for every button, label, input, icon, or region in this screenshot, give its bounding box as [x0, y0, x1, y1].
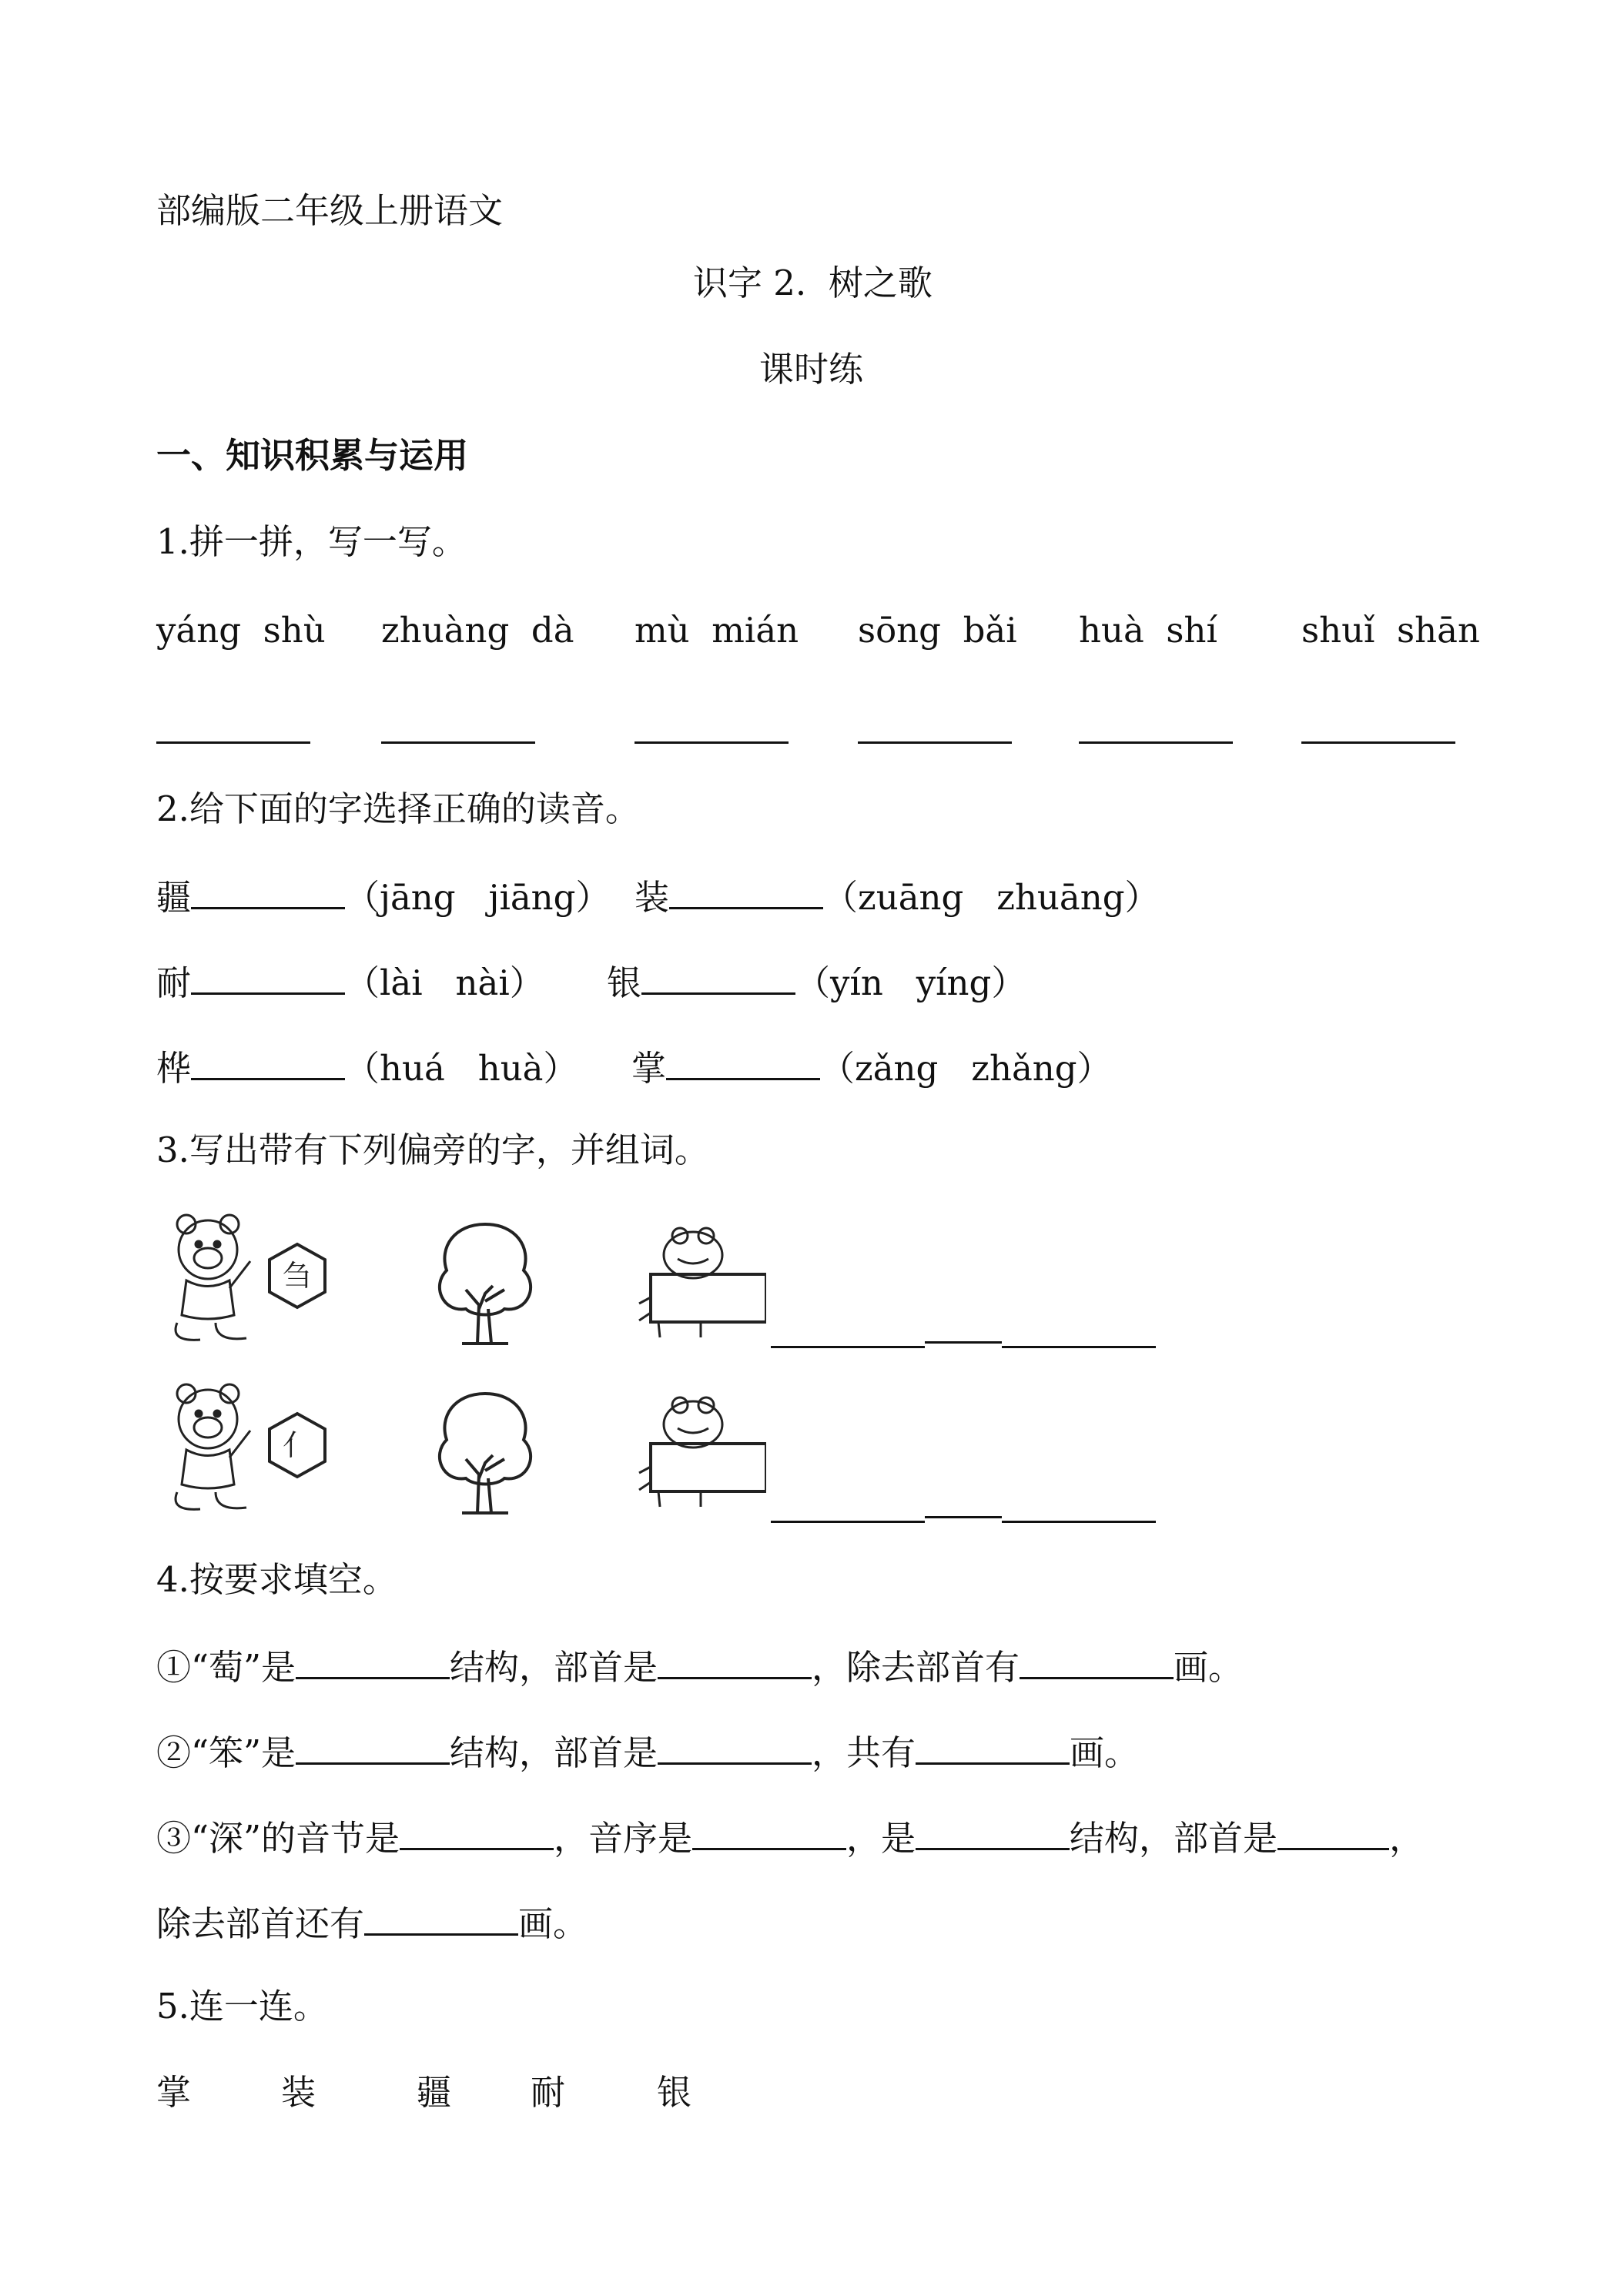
pinyin-item: huà shí — [1079, 610, 1217, 651]
pinyin-options: （lài nài） — [345, 962, 544, 1003]
match-char[interactable]: 银 — [657, 2072, 692, 2113]
answer-blank[interactable] — [1020, 1643, 1174, 1679]
char-choice-item — [156, 1044, 578, 1090]
question-2-prompt: 2.给下面的字选择正确的读音。 — [156, 788, 640, 829]
answer-blank[interactable] — [191, 959, 345, 995]
char: 掌 — [631, 1048, 667, 1089]
fill-line-1 — [156, 1643, 1243, 1689]
bear-holding-sign-icon — [154, 1377, 347, 1515]
answer-blank[interactable] — [916, 1729, 1070, 1765]
tree-icon — [431, 1217, 539, 1347]
char: 疆 — [156, 877, 192, 918]
answer-blank[interactable] — [1002, 1346, 1156, 1348]
text-segment: ，共有 — [812, 1732, 916, 1773]
answer-blank[interactable] — [858, 741, 1012, 744]
text-segment: 结构，部首是 — [450, 1732, 658, 1773]
answer-blank[interactable] — [669, 873, 823, 909]
pinyin-item: shuǐ shān — [1301, 610, 1480, 651]
answer-blank[interactable] — [381, 741, 535, 744]
bear-holding-sign-icon — [154, 1207, 347, 1346]
section-heading: 一、知识积累与运用 — [156, 435, 469, 476]
char-choice-item — [607, 959, 1026, 1005]
lesson-title: 识字 2. 树之歌 — [693, 263, 933, 303]
char: 耐 — [156, 962, 192, 1003]
answer-blank[interactable] — [400, 1814, 554, 1850]
char: 装 — [635, 877, 670, 918]
tree-icon — [431, 1386, 539, 1517]
answer-blank[interactable] — [666, 1044, 820, 1080]
answer-blank[interactable] — [296, 1643, 450, 1679]
answer-blank[interactable] — [692, 1814, 846, 1850]
fill-line-4 — [156, 1899, 588, 1946]
match-char[interactable]: 装 — [281, 2072, 316, 2113]
pinyin-options: （yín yíng） — [795, 962, 1026, 1003]
answer-blank[interactable] — [635, 741, 789, 744]
question-1-prompt: 1.拼一拼，写一写。 — [156, 521, 467, 562]
text-segment: ①“萄”是 — [156, 1647, 296, 1688]
answer-blank[interactable] — [658, 1643, 812, 1679]
answer-blank[interactable] — [1277, 1814, 1389, 1850]
text-segment: ， — [1389, 1818, 1425, 1859]
answer-blank[interactable] — [771, 1346, 925, 1348]
answer-blank[interactable] — [658, 1729, 812, 1765]
pinyin-item: mù mián — [635, 610, 799, 651]
answer-blank[interactable] — [191, 1044, 345, 1080]
pinyin-options: （zuāng zhuāng） — [823, 877, 1160, 918]
series-title: 部编版二年级上册语文 — [156, 190, 504, 231]
pinyin-options: （huá huà） — [345, 1048, 578, 1089]
char-choice-item — [156, 873, 610, 919]
answer-blank[interactable] — [771, 1521, 925, 1523]
radical-label: 亻 — [282, 1428, 313, 1462]
answer-blank[interactable] — [1301, 741, 1455, 744]
text-segment: 画。 — [1070, 1732, 1140, 1773]
pinyin-options: （zǎng zhǎng） — [820, 1048, 1112, 1089]
answer-blank[interactable] — [641, 959, 795, 995]
answer-blank[interactable] — [191, 873, 345, 909]
question-5-prompt: 5.连一连。 — [156, 1986, 328, 2027]
pinyin-item: yáng shù — [156, 610, 326, 651]
char-choice-item — [631, 1044, 1112, 1090]
radical-label: 刍 — [282, 1259, 313, 1293]
answer-blank[interactable] — [1079, 741, 1233, 744]
text-segment: 画。 — [518, 1903, 588, 1944]
text-segment: ，音序是 — [554, 1818, 693, 1859]
answer-blank[interactable] — [916, 1814, 1070, 1850]
answer-blank[interactable] — [296, 1729, 450, 1765]
fill-line-3 — [156, 1814, 1424, 1860]
answer-blank[interactable] — [925, 1341, 1002, 1344]
pinyin-item: zhuàng dà — [381, 610, 574, 651]
answer-blank[interactable] — [925, 1516, 1002, 1518]
text-segment: 除去部首还有 — [156, 1903, 365, 1944]
char-choice-item — [635, 873, 1160, 919]
frog-with-board-icon — [628, 1382, 766, 1513]
match-char[interactable]: 疆 — [417, 2072, 452, 2113]
fill-line-2 — [156, 1729, 1139, 1775]
pinyin-options: （jāng jiāng） — [345, 877, 611, 918]
char: 银 — [607, 962, 642, 1003]
char-choice-item — [156, 959, 544, 1005]
text-segment: ，是 — [846, 1818, 916, 1859]
page-subtitle: 课时练 — [759, 349, 864, 390]
question-3-prompt: 3.写出带有下列偏旁的字，并组词。 — [156, 1130, 709, 1170]
answer-blank[interactable] — [364, 1899, 518, 1936]
frog-with-board-icon — [628, 1213, 766, 1344]
text-segment: 结构，部首是 — [1070, 1818, 1278, 1859]
text-segment: 结构，部首是 — [450, 1647, 658, 1688]
pinyin-item: sōng bǎi — [858, 610, 1017, 651]
answer-blank[interactable] — [1002, 1521, 1156, 1523]
text-segment: ，除去部首有 — [812, 1647, 1020, 1688]
text-segment: ②“笨”是 — [156, 1732, 296, 1773]
text-segment: ③“深”的音节是 — [156, 1818, 400, 1859]
text-segment: 画。 — [1174, 1647, 1244, 1688]
question-4-prompt: 4.按要求填空。 — [156, 1559, 397, 1600]
answer-blank[interactable] — [156, 741, 310, 744]
match-char[interactable]: 掌 — [156, 2072, 192, 2113]
char: 桦 — [156, 1048, 192, 1089]
match-char[interactable]: 耐 — [531, 2072, 566, 2113]
